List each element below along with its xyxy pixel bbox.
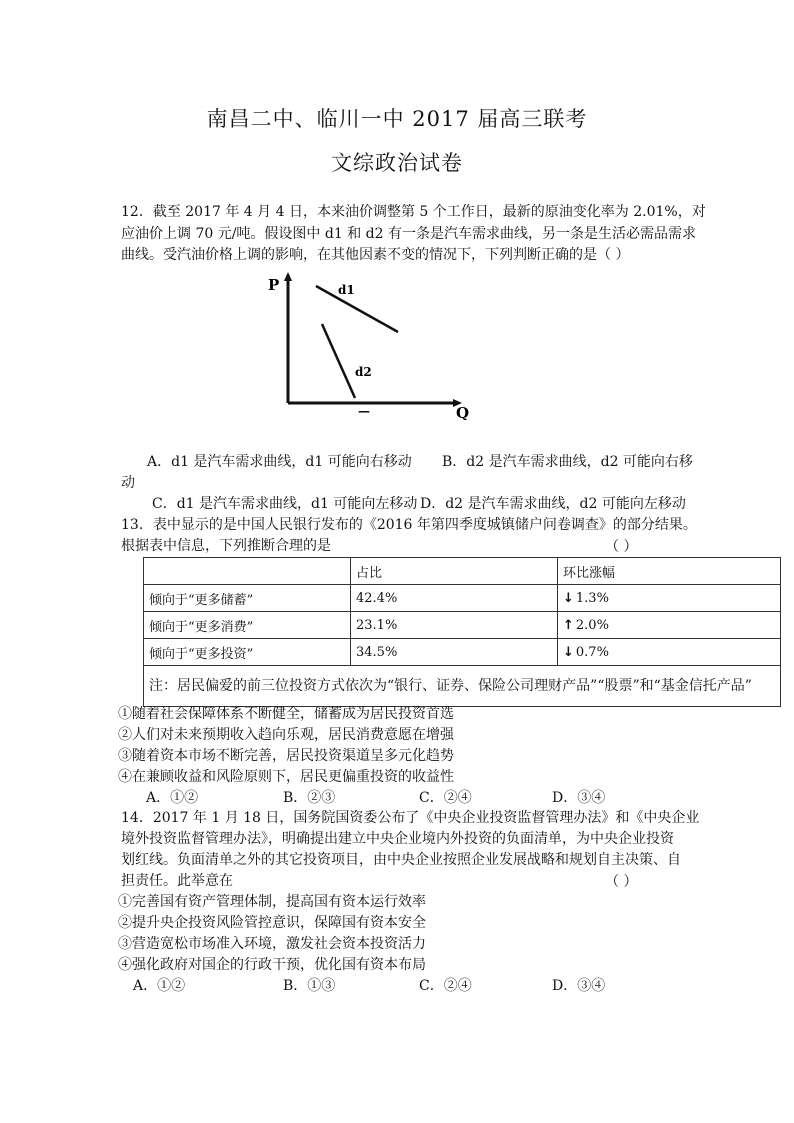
change-value: 2.0% <box>575 617 609 633</box>
q14-statement-3: ③营造宽松市场准入环境，激发社会资本投资活力 <box>118 936 426 952</box>
q12-option-b: B．d2 是汽车需求曲线，d2 可能向右移 <box>442 454 693 470</box>
q14-choice-d: D．③④ <box>552 978 606 994</box>
table-note-row <box>144 666 781 707</box>
row-label: 倾向于“更多消费” <box>144 612 351 639</box>
q12-option-wrap: 动 <box>121 475 135 491</box>
arrow-down-icon: ↓ <box>563 590 574 606</box>
row-label: 倾向于“更多储蓄” <box>144 585 351 612</box>
q14-statement-1: ①完善国有资产管理体制，提高国有资本运行效率 <box>118 894 426 910</box>
table-row <box>144 585 781 612</box>
demand-curve-figure <box>260 268 475 420</box>
table-header-share: 占比 <box>351 558 558 585</box>
curve-d2 <box>322 324 355 398</box>
q13-choice-a: A．①② <box>146 790 199 806</box>
table-header-empty <box>144 558 351 585</box>
arrow-down-icon: ↓ <box>563 644 574 660</box>
survey-table <box>143 557 781 707</box>
exam-subtitle: 文综政治试卷 <box>331 151 463 175</box>
row-change <box>558 585 781 612</box>
q13-statement-4: ④在兼顾收益和风险原则下，居民更偏重投资的收益性 <box>118 769 454 785</box>
q13-answer-paren: （ ） <box>605 539 638 555</box>
q13-choice-c: C．②④ <box>419 790 472 806</box>
q14-statement-2: ②提升央企投资风险管控意识，保障国有资本安全 <box>118 915 426 931</box>
row-label: 倾向于“更多投资” <box>144 639 351 666</box>
q13-stem-line-2: 根据表中信息，下列推断合理的是 <box>121 538 331 554</box>
table-row <box>144 639 781 666</box>
table-header-change: 环比涨幅 <box>558 558 781 585</box>
q13-statement-3: ③随着资本市场不断完善，居民投资渠道呈多元化趋势 <box>118 748 454 764</box>
q13-statement-2: ②人们对未来预期收入趋向乐观，居民消费意愿在增强 <box>118 727 454 743</box>
curve-d2-label: d2 <box>355 365 372 379</box>
change-value: 1.3% <box>575 590 609 606</box>
table-note: 注：居民偏爱的前三位投资方式依次为“银行、证券、保险公司理财产品”“股票”和“基金信托产品” <box>144 666 781 707</box>
q14-stem-line-1: 14．2017 年 1 月 18 日，国务院国资委公布了《中央企业投资监督管理办法》和《中央企业 <box>121 810 700 826</box>
q12-option-c: C．d1 是汽车需求曲线，d1 可能向左移动 <box>152 496 418 512</box>
row-share: 42.4% <box>351 585 558 612</box>
q14-statement-4: ④强化政府对国企的行政干预，优化国有资本布局 <box>118 957 426 973</box>
q13-statement-1: ①随着社会保障体系不断健全，储蓄成为居民投资首选 <box>118 706 454 722</box>
curve-d1-label: d1 <box>338 283 355 297</box>
table-header-row <box>144 558 781 585</box>
arrow-up-icon: ↑ <box>563 617 574 633</box>
y-axis-label: P <box>268 276 280 294</box>
y-axis-arrow <box>284 272 292 281</box>
row-change <box>558 612 781 639</box>
q12-stem-line-3: 曲线。受汽油价格上调的影响，在其他因素不变的情况下，下列判断正确的是（ ） <box>121 247 630 263</box>
q12-stem-line-1: 12．截至 2017 年 4 月 4 日，本来油价调整第 5 个工作日，最新的原油变化率为 2.01%，对 <box>121 204 706 220</box>
q14-answer-paren: （ ） <box>605 874 638 890</box>
row-share: 23.1% <box>351 612 558 639</box>
row-share: 34.5% <box>351 639 558 666</box>
q14-stem-line-2: 境外投资监督管理办法》，明确提出建立中央企业境内外投资的负面清单，为中央企业投资 <box>121 831 674 847</box>
x-axis-scribble: — <box>358 404 370 418</box>
row-change <box>558 639 781 666</box>
x-axis-label: Q <box>456 404 470 420</box>
q14-choice-a: A．①② <box>133 978 186 994</box>
curve-d1 <box>316 286 398 332</box>
q14-choice-c: C．②④ <box>419 978 472 994</box>
q12-option-d: D．d2 是汽车需求曲线，d2 可能向左移动 <box>420 496 686 512</box>
q12-stem-line-2: 应油价上调 70 元/吨。假设图中 d1 和 d2 有一条是汽车需求曲线，另一条是生活必需品需求 <box>121 226 696 242</box>
q14-choice-b: B．①③ <box>283 978 336 994</box>
exam-title: 南昌二中、临川一中 2017 届高三联考 <box>206 107 588 131</box>
change-value: 0.7% <box>575 644 609 660</box>
q13-choice-d: D．③④ <box>552 790 606 806</box>
q13-stem-line-1: 13．表中显示的是中国人民银行发布的《2016 年第四季度城镇储户问卷调查》的部分结果。 <box>121 517 697 533</box>
q14-stem-line-4: 担责任。此举意在 <box>121 873 233 889</box>
q14-stem-line-3: 划红线。负面清单之外的其它投资项目，由中央企业按照企业发展战略和规划自主决策、自 <box>121 852 681 868</box>
q13-choice-b: B．②③ <box>283 790 336 806</box>
table-row <box>144 612 781 639</box>
q12-option-a: A．d1 是汽车需求曲线，d1 可能向右移动 <box>147 454 412 470</box>
